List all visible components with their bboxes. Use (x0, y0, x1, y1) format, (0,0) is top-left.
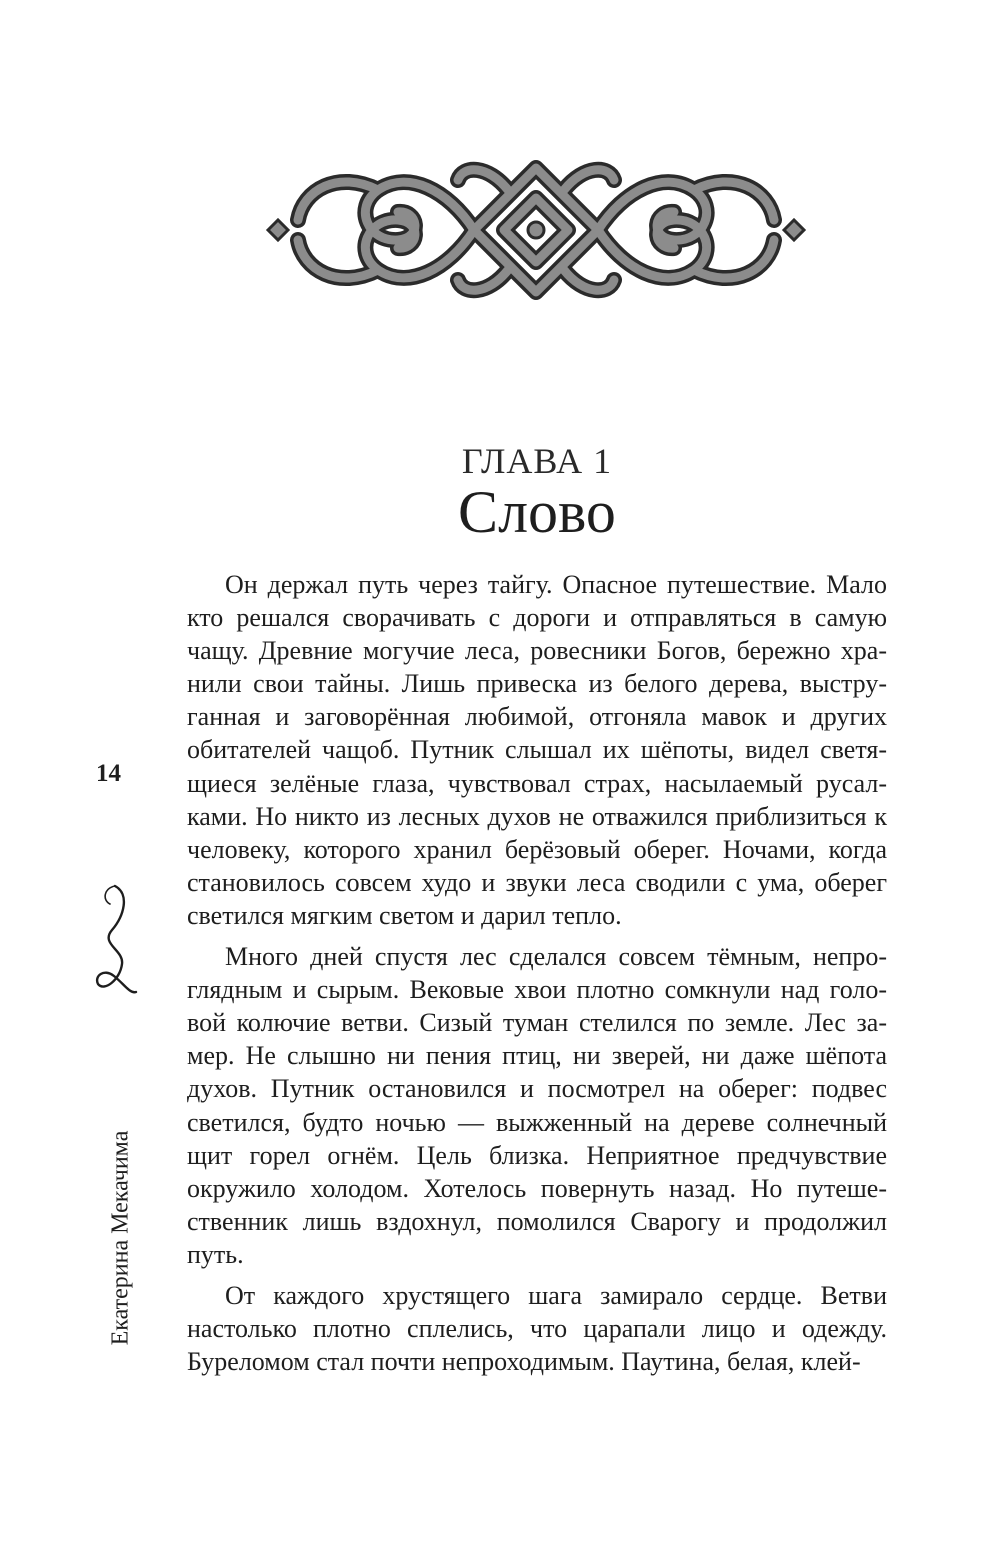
chapter-title: Слово (458, 479, 616, 545)
script-flourish-icon (90, 880, 140, 1000)
paragraph: От каждого хрустящего шага замирало сердце. Ветви настолько плотно сплелись, что царапали лицо и одежду. Буреломом стал почти непроходимым. Паутина, белая, клей- (187, 1280, 887, 1377)
paragraph: Он держал путь через тайгу. Опасное путешествие. Мало кто решался сворачивать с дороги и отправляться в самую чащу. Древние могучие леса, ровесники Богов, бережно хранили свои тайны. Лишь привеска из белого дерева, выструганная и заговорённая любимой, отгоняла мавок и других обитателей чащоб. Путник слышал их шёпоты, видел светящиеся зелёные глаза, чувствовал страх, насылаемый русалками. Но никто из лесных духов не отважился приблизиться к человеку, которого хранил берёзовый оберег. Ночами, когда становилось совсем худо и звуки леса сводили с ума, оберег светился мягким светом и дарил тепло. (187, 570, 887, 930)
celtic-knot-ornament-icon (258, 150, 814, 310)
paragraph: Много дней спустя лес сделался совсем тёмным, непроглядным и сырым. Вековые хвои плотно сомкнули над головой колючие ветви. Сизый туман стелился по земле. Лес замер. Не слышно ни пения птиц, ни зверей, ни даже шёпота духов. Путник остановился и посмотрел на оберег: подвес светился, будто ночью — выжженный на дереве солнечный щит горел огнём. Цель близка. Неприятное предчувствие окружило холодом. Хотелось повернуть назад. Но путешественник лишь вздохнул, помолился Сварогу и продолжил путь. (187, 942, 887, 1269)
chapter-label: ГЛАВА 1 (461, 441, 613, 481)
chapter-body (187, 568, 887, 1386)
page-number: 14 (96, 760, 121, 787)
running-author: Екатерина Мекачима (107, 1130, 134, 1346)
